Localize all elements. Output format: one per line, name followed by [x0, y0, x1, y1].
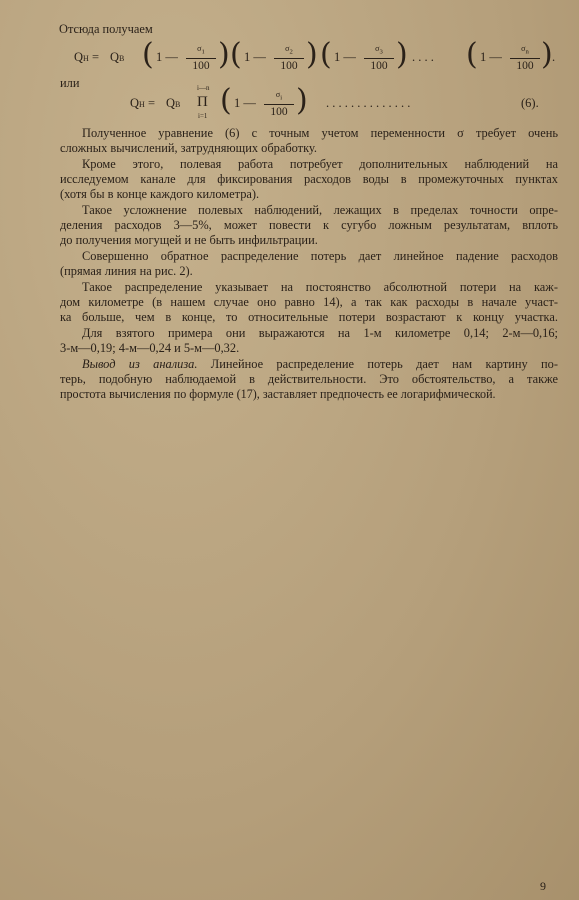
- paragraph-line: Такое распределение указывает на постоянство абсолютной потери на каж-: [82, 280, 558, 294]
- paragraph-line: исследуемом канале для фиксирования расходов воды в промежуточных пунктах: [60, 172, 558, 186]
- formula-1-lhs: QH =: [74, 50, 99, 64]
- product-upper-limit: i—n: [197, 84, 210, 92]
- paragraph-line: до получения могущей и не быть инфильтрации.: [60, 233, 318, 247]
- product-symbol: Π: [197, 94, 208, 110]
- paragraph-line: 3-м—0,19; 4-м—0,24 и 5-м—0,32.: [60, 341, 240, 355]
- fraction-2: $\sigma_2$ 100: [274, 44, 304, 72]
- conclusion-line: простота вычисления по формуле (17), заставляет предпочесть ее логарифмической.: [60, 387, 496, 401]
- page-number: 9: [540, 879, 546, 893]
- paragraph-line: (хотя бы в конце каждого километра).: [60, 187, 260, 201]
- formula-2-dots: . . . . . . . . . . . . . .: [326, 96, 411, 110]
- paragraph-line: Совершенно обратное распределение потерь дает линейное падение расходов: [82, 249, 558, 263]
- product-lower-limit: i=1: [198, 112, 208, 120]
- close-paren: ): [218, 37, 230, 72]
- paragraph-line: Для взятого примера они выражаются на 1-м километре 0,14; 2-м—0,16;: [82, 326, 558, 340]
- open-paren: (: [220, 83, 232, 118]
- formula-1-dots: . . . .: [412, 50, 434, 64]
- fraction-3: $\sigma_3$ 100: [364, 44, 394, 72]
- one-minus: 1 —: [480, 50, 502, 64]
- close-paren: ): [541, 37, 553, 72]
- one-minus: 1 —: [234, 96, 256, 110]
- one-minus: 1 —: [334, 50, 356, 64]
- conclusion-label: Вывод из анализа.: [82, 357, 198, 371]
- close-paren: ): [396, 37, 408, 72]
- one-minus: 1 —: [244, 50, 266, 64]
- paragraph-line: ка больше, чем в конце, то относительные потери возрастают к концу участка.: [60, 310, 558, 324]
- paragraph-line: сложных вычислений, затрудняющих обработку.: [60, 141, 317, 155]
- paragraph-line: дом километре (в нашем случае оно равно 14), а так как расходы в начале участ-: [60, 295, 558, 309]
- open-paren: (: [320, 37, 332, 72]
- conclusion-line: терь, подобную наблюдаемой в действительности. Это обстоятельство, а также: [60, 372, 558, 386]
- formula-2-lhs: QH =: [130, 96, 155, 110]
- conclusion-line: Вывод из анализа. Линейное распределение потерь дает нам картину по-: [82, 357, 558, 371]
- close-paren: ): [296, 83, 308, 118]
- open-paren: (: [230, 37, 242, 72]
- formula-1-end: .: [552, 50, 556, 64]
- paragraph-line: Такое усложнение полевых наблюдений, лежащих в пределах точности опре-: [82, 203, 558, 217]
- fraction-1: $\sigma_1$ 100: [186, 44, 216, 72]
- equation-number: (6).: [521, 96, 539, 110]
- fraction-n: $\sigma_n$ 100: [510, 44, 540, 72]
- or-word: или: [60, 76, 80, 90]
- fraction-i: $\sigma_i$ 100: [264, 90, 294, 118]
- open-paren: (: [142, 37, 154, 72]
- formula-1-rhs: QB: [110, 50, 125, 64]
- paragraph-line: деления расходов 3—5%, может повести к сугубо ложным результатам, вплоть: [60, 218, 558, 232]
- intro-text: Отсюда получаем: [59, 22, 153, 36]
- paragraph-line: (прямая линия на рис. 2).: [60, 264, 193, 278]
- open-paren: (: [466, 37, 478, 72]
- paragraph-line: Полученное уравнение (6) с точным учетом переменности σ требует очень: [82, 126, 558, 140]
- formula-2-rhs: QB: [166, 96, 181, 110]
- paragraph-line: Кроме этого, полевая работа потребует дополнительных наблюдений на: [82, 157, 558, 171]
- one-minus: 1 —: [156, 50, 178, 64]
- close-paren: ): [306, 37, 318, 72]
